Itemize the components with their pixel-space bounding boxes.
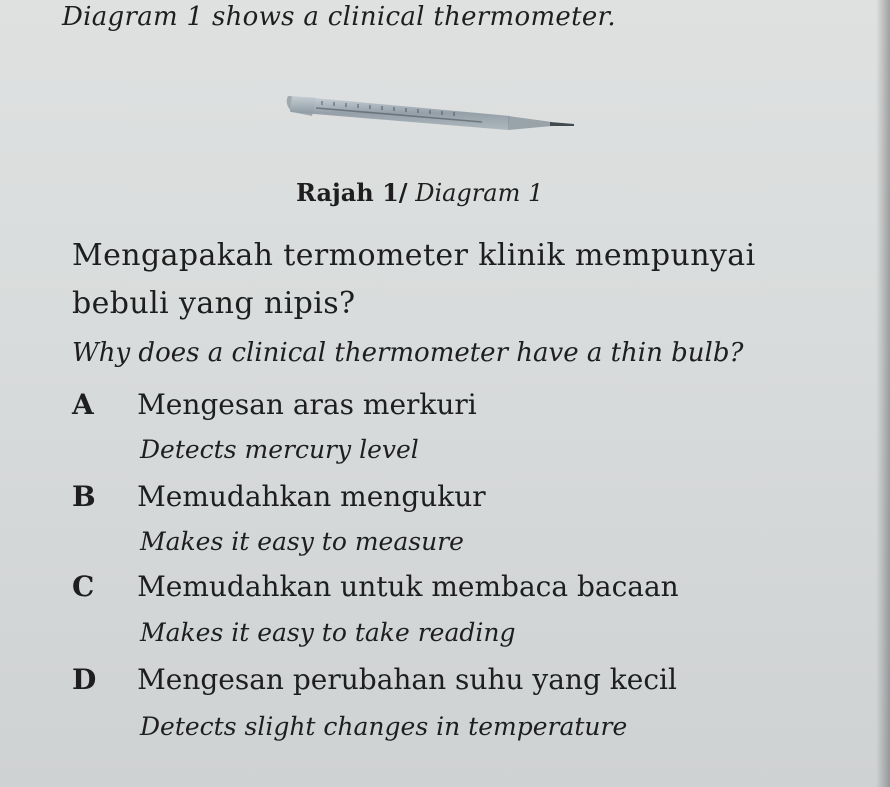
option-d[interactable] — [72, 663, 677, 696]
option-a-letter: A — [72, 388, 94, 421]
option-a-malay: Mengesan aras merkuri — [137, 388, 477, 421]
option-a-english: Detects mercury level — [140, 435, 419, 464]
option-b-english: Makes it easy to measure — [140, 527, 464, 556]
option-c[interactable] — [72, 570, 679, 603]
option-c-letter: C — [72, 570, 95, 603]
clinical-thermometer-icon — [282, 82, 582, 142]
page-edge-shadow — [876, 0, 890, 787]
option-c-malay: Memudahkan untuk membaca bacaan — [137, 570, 679, 603]
option-b-malay: Memudahkan mengukur — [137, 480, 486, 513]
option-b-letter: B — [72, 480, 96, 513]
intro-text: Diagram 1 shows a clinical thermometer. — [62, 2, 616, 32]
question-english: Why does a clinical thermometer have a thin bulb? — [72, 338, 744, 368]
question-malay-line-1: Mengapakah termometer klinik mempunyai — [72, 238, 756, 273]
option-b[interactable] — [72, 480, 486, 513]
caption-english: Diagram 1 — [415, 179, 544, 207]
caption-malay: Rajah 1/ — [296, 178, 408, 207]
question-malay-line-2: bebuli yang nipis? — [72, 286, 356, 321]
figure-caption — [296, 178, 543, 207]
option-d-malay: Mengesan perubahan suhu yang kecil — [137, 663, 677, 696]
option-a[interactable] — [72, 388, 477, 421]
option-d-letter: D — [72, 663, 97, 696]
option-c-english: Makes it easy to take reading — [140, 618, 516, 647]
option-d-english: Detects slight changes in temperature — [140, 712, 628, 741]
